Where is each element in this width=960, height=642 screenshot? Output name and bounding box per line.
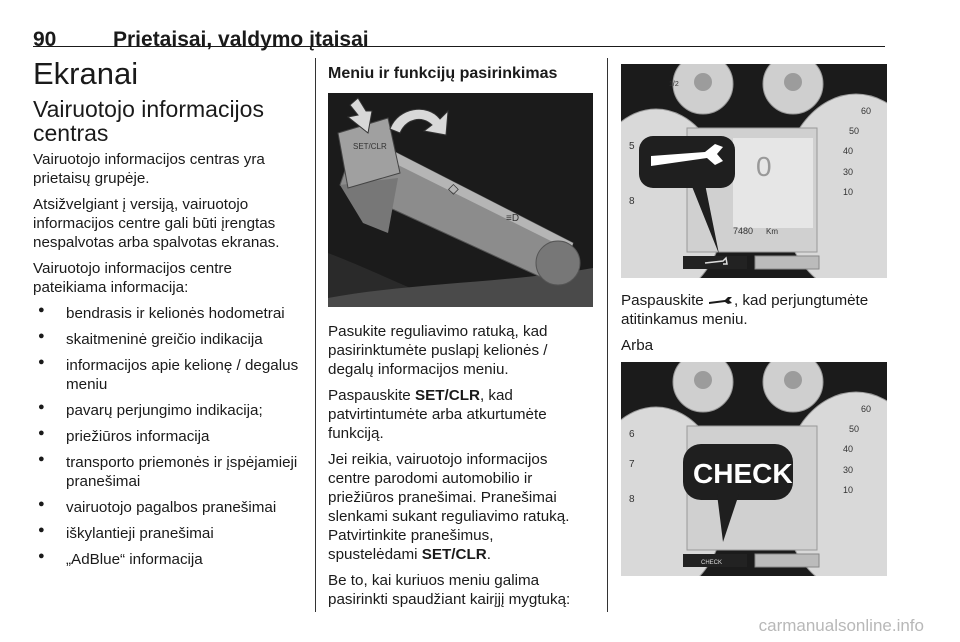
list-item: ● bendrasis ir kelionės hodometrai <box>33 304 303 323</box>
wrench-icon <box>708 295 734 307</box>
list-item: ● transporto priemonės ir įspėjamieji pranešimai <box>33 453 303 491</box>
column-right <box>621 64 887 576</box>
tick-label: 50 <box>849 126 860 136</box>
paragraph: Paspauskite , kad perjungtumėte atitinkamus meniu. <box>621 292 869 328</box>
column-divider <box>607 58 608 612</box>
paragraph: Vairuotojo informacijos centre pateikiama informacija: <box>33 260 232 297</box>
paragraph: Arba <box>621 337 654 354</box>
tick-label: 10 <box>843 187 854 197</box>
temp-gauge-icon <box>784 371 802 389</box>
paragraph: Jei reikia, vairuotojo informacijos centre parodomi automobilio ir priežiūros pranešimai. Pranešimai slenkami sukant reguliavimo ratuką. Patvirtinkite pranešimus, <box>328 451 570 545</box>
list-item: ● priežiūros informacija <box>33 427 303 446</box>
tick-label: 50 <box>849 424 860 434</box>
bold-term: SET/CLR <box>421 546 487 564</box>
paragraph: Paspauskite SET/CLR, kad patvirtintumėte arba atkurtumėte funkciją. <box>328 387 547 443</box>
list-item: ● pavarų perjungimo indikacija; <box>33 401 303 420</box>
paragraph: Pasukite reguliavimo ratuką, kad pasirinktumėte puslapį kelionės / degalų informacijos meniu. <box>328 323 548 379</box>
bold-term: SET/CLR <box>414 387 480 405</box>
display-value: 0 <box>756 151 772 182</box>
tick-label: 7 <box>629 459 635 470</box>
list-item: ● vairuotojo pagalbos pranešimai <box>33 498 303 517</box>
tick-label: 60 <box>861 404 872 414</box>
tick-label: 40 <box>843 146 854 156</box>
watermark: carmanualsonline.info <box>758 616 924 635</box>
temp-gauge-icon <box>784 73 802 91</box>
stalk-set-label: SET/CLR <box>353 142 387 152</box>
list-item: ● skaitmeninė greičio indikacija <box>33 330 303 349</box>
tick-label: 6 <box>629 429 635 440</box>
check-button-label: CHECK <box>701 560 723 566</box>
tick-label: 30 <box>843 167 854 177</box>
fuel-gauge-icon <box>694 371 712 389</box>
stalk-symbol: ◇ <box>448 180 459 197</box>
chapter-title: Prietaisai, valdymo įtaisai <box>113 28 369 51</box>
column-left <box>33 58 303 576</box>
tick-label: 1/2 <box>669 81 679 88</box>
section-subtitle: Vairuotojo informacijos centras <box>33 95 264 146</box>
page-number: 90 <box>33 28 57 51</box>
list-item: ● „AdBlue“ informacija <box>33 550 303 569</box>
section-heading: Meniu ir funkcijų pasirinkimas <box>328 65 558 82</box>
stalk-illustration <box>328 93 593 307</box>
tick-label: 8 <box>629 494 635 505</box>
tick-label: 8 <box>629 196 635 207</box>
tick-label: 30 <box>843 465 854 475</box>
tick-label: 10 <box>843 485 854 495</box>
paragraph: Vairuotojo informacijos centras yra prietaisų grupėje. <box>33 151 265 188</box>
page-header <box>33 10 885 51</box>
stalk-symbol: ≡D <box>506 213 520 225</box>
fuel-gauge-icon <box>694 73 712 91</box>
tick-label: 40 <box>843 444 854 454</box>
odometer-unit: Km <box>766 227 778 236</box>
list-item: ● informacijos apie kelionę / degalus meniu <box>33 356 303 394</box>
paragraph: Be to, kai kuriuos meniu galima pasirinkti spaudžiant kairįjį mygtuką: <box>328 572 571 609</box>
tick-label: 60 <box>861 106 872 116</box>
section-title: Ekranai <box>33 56 139 91</box>
odometer-value: 7480 <box>733 226 754 236</box>
dashboard-check-illustration <box>621 362 887 576</box>
info-list <box>33 304 303 569</box>
paragraph: spustelėdami SET/CLR. <box>328 546 491 564</box>
list-item: ● iškylantieji pranešimai <box>33 524 303 543</box>
column-middle <box>328 64 593 616</box>
tick-label: 5 <box>629 141 635 152</box>
dashboard-wrench-illustration <box>621 64 887 278</box>
column-divider <box>315 58 316 612</box>
check-callout: CHECK <box>693 458 793 489</box>
paragraph: Atsižvelgiant į versiją, vairuotojo informacijos centre gali būti įrengtas nespalvotas arba spalvotas ekranas. <box>33 196 280 252</box>
